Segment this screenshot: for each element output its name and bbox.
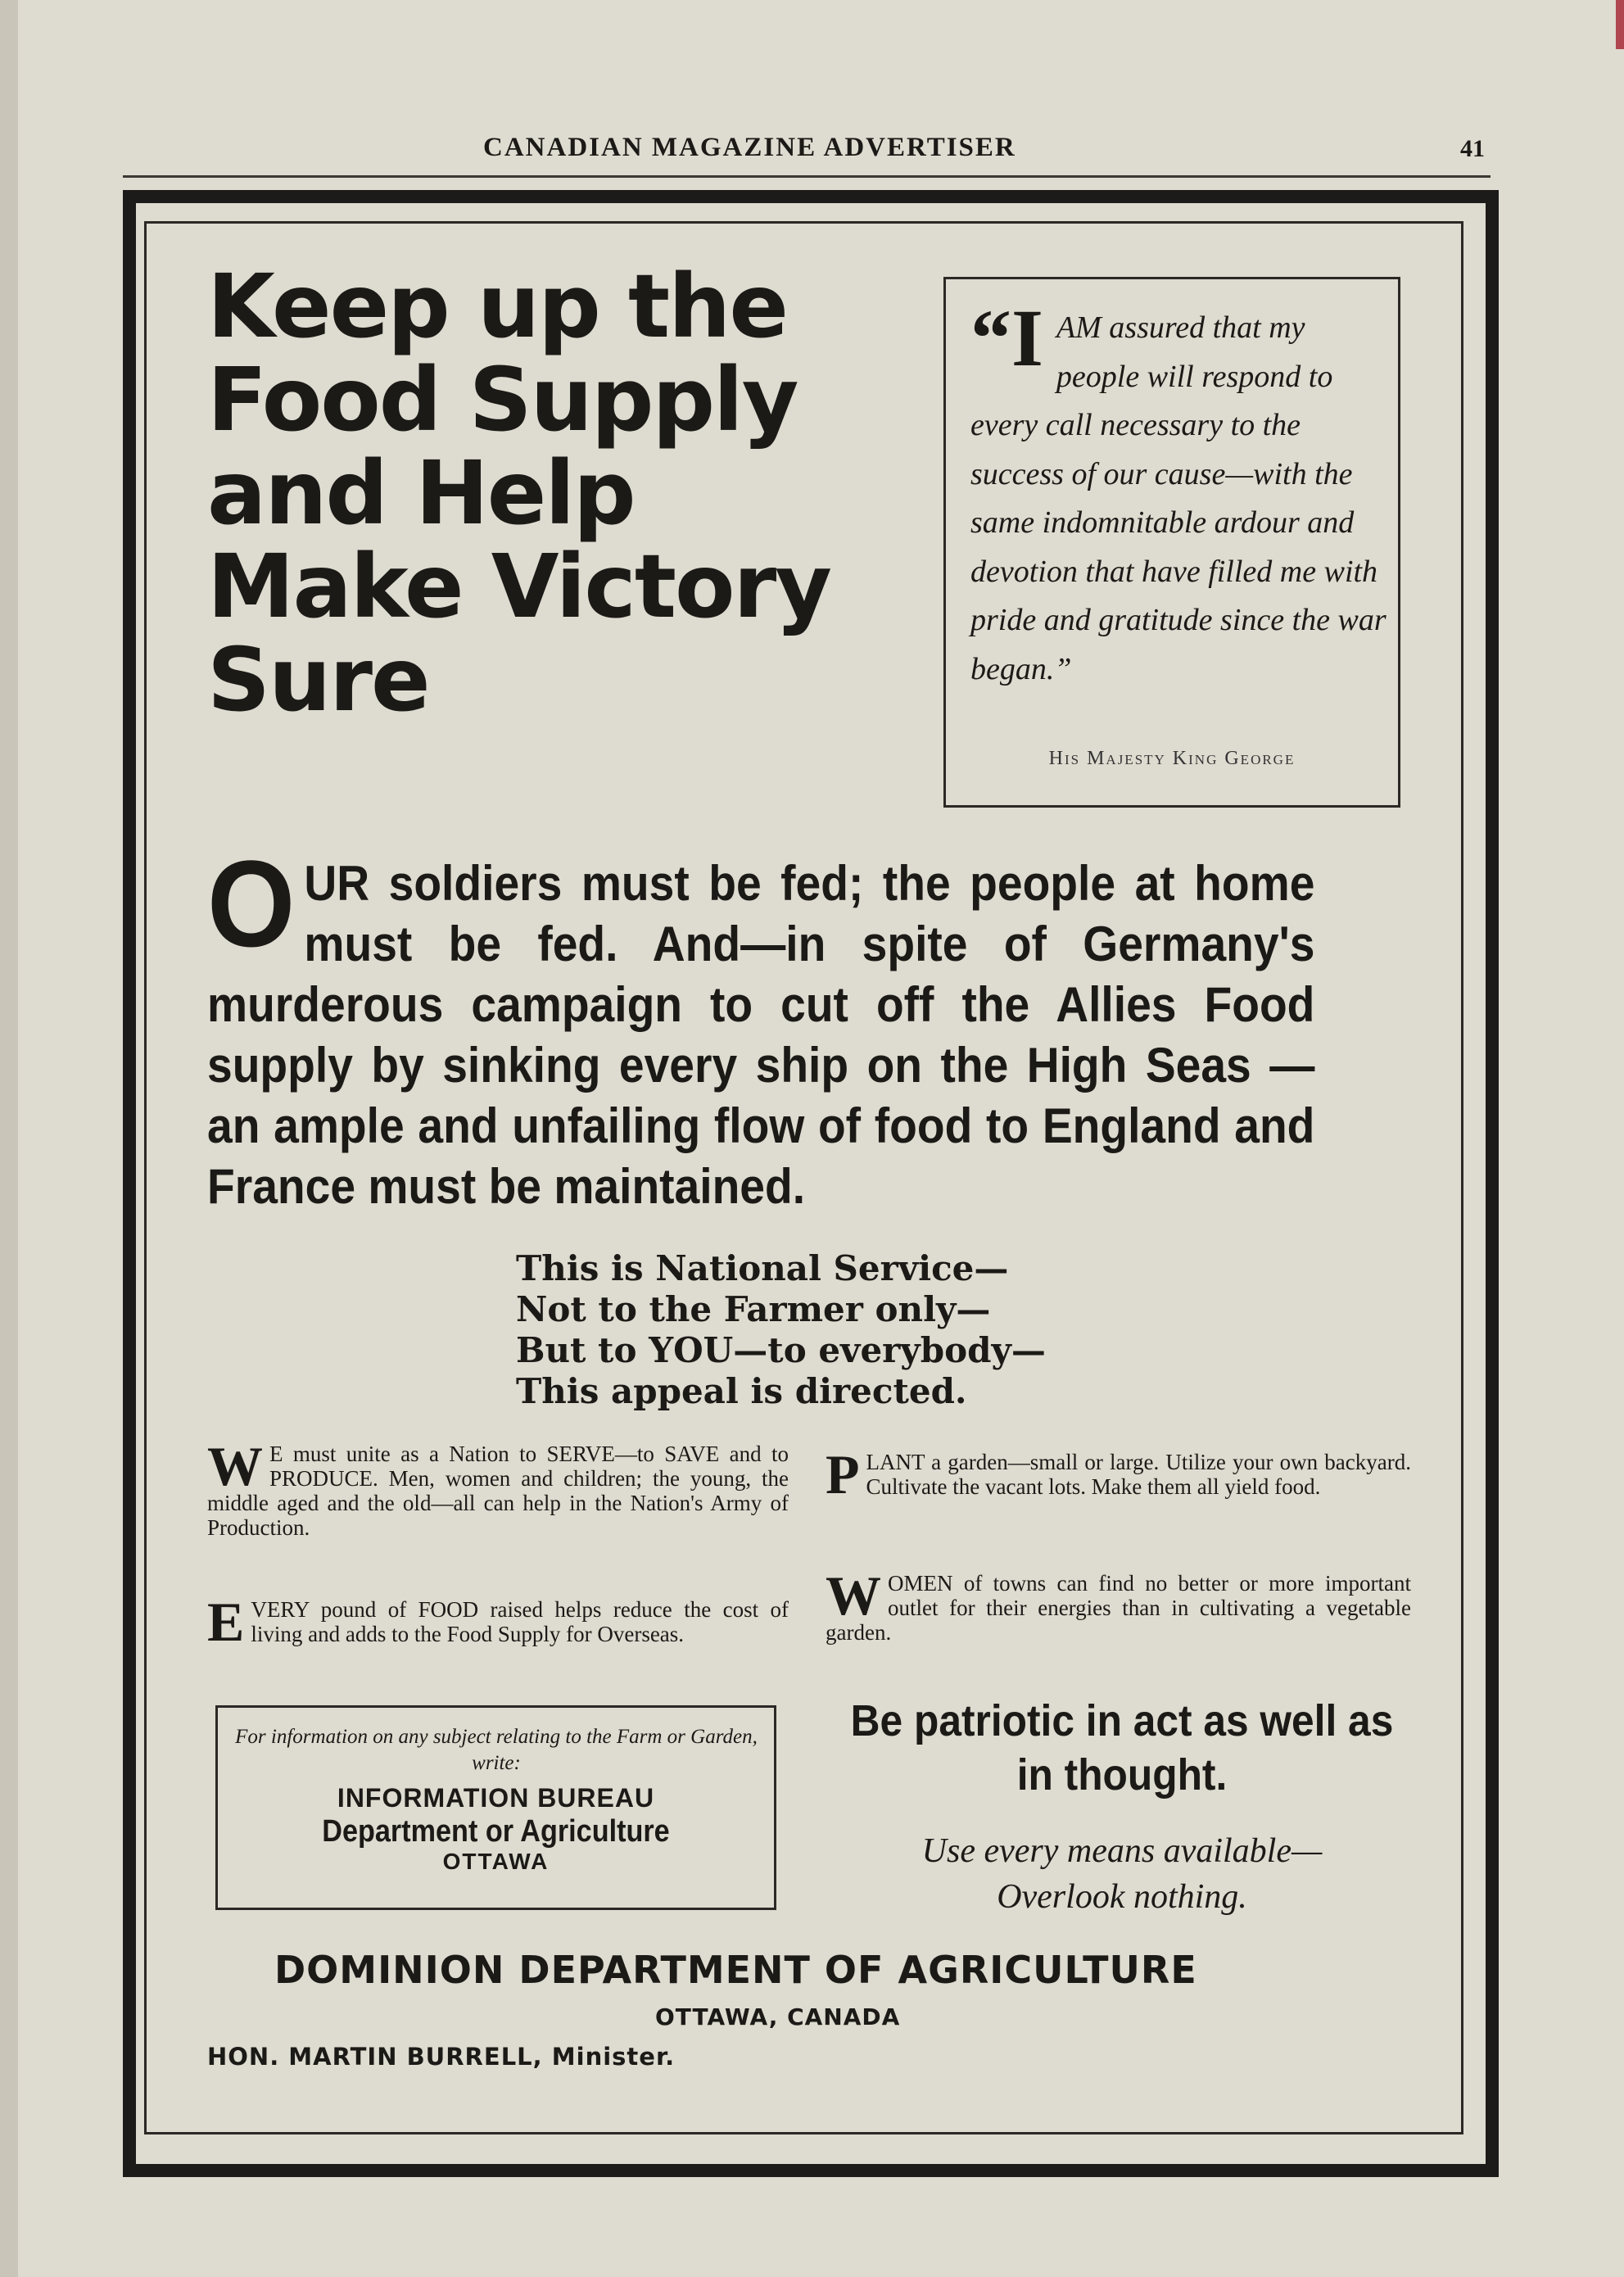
- service-line: This appeal is directed.: [516, 1371, 967, 1411]
- quote-text: [970, 292, 1390, 694]
- paragraph-every-pound: [207, 1591, 789, 1653]
- king-quote-box: [943, 277, 1400, 808]
- quote-attribution: His Majesty King George: [1048, 748, 1296, 769]
- signature-city: OTTAWA, CANADA: [655, 2003, 901, 2030]
- lead-body: UR soldiers must be fed; the people at home must be fed. And—in spite of Germany's murderous campaign to cut off the Allies Food supply by sinking every ship on the High Seas —an ample and unfailing flow of food to England and France must be maintained.: [207, 856, 1315, 1214]
- info-city: OTTAWA: [442, 1849, 550, 1874]
- info-intro: For information on any subject relating to the Farm or Garden, write:: [235, 1726, 758, 1774]
- paragraph-unite: [207, 1435, 789, 1540]
- service-line: Not to the Farmer only—: [516, 1289, 991, 1329]
- service-line: But to YOU—to everybody—: [516, 1330, 1046, 1370]
- headline-line: Keep up the: [207, 256, 787, 358]
- drop-cap: E: [207, 1591, 245, 1653]
- page-edge-mark: [1616, 0, 1624, 49]
- ad-headline: [207, 256, 944, 731]
- magazine-title: CANADIAN MAGAZINE ADVERTISER: [483, 133, 1016, 162]
- paragraph-women: [826, 1564, 1411, 1645]
- page-number: 41: [1460, 135, 1485, 162]
- slogan-line: Use every means available—: [921, 1832, 1323, 1870]
- paragraph-body: E must unite as a Nation to SERVE—to SAVE and to PRODUCE. Men, women and children; the young, the middle aged and the old—all can help in the Nation's Army of Production.: [207, 1442, 789, 1540]
- running-header: [0, 133, 1624, 169]
- drop-cap: W: [826, 1564, 881, 1627]
- headline-line: Food Supply: [207, 350, 798, 451]
- lead-drop-cap: O: [207, 835, 296, 972]
- headline-line: Sure: [207, 630, 429, 731]
- paragraph-body: OMEN of towns can find no better or more important outlet for their energies than in cultivating a vegetable garden.: [826, 1571, 1411, 1645]
- quote-body: AM assured that my people will respond to every call necessary to the success of our cause—with the same indomnitable ardour and devotion that have filled me with pride and gratitude since the war began.”: [970, 310, 1387, 686]
- paragraph-plant-garden: [826, 1443, 1411, 1505]
- quote-drop-cap: “I: [970, 292, 1043, 383]
- paragraph-body: LANT a garden—small or large. Utilize your own backyard. Cultivate the vacant lots. Make them all yield food.: [866, 1450, 1411, 1499]
- paragraph-body: VERY pound of FOOD raised helps reduce the cost of living and adds to the Food Supply for Overseas.: [251, 1597, 789, 1646]
- information-bureau-box: [215, 1705, 776, 1910]
- slogan-line: Overlook nothing.: [997, 1878, 1247, 1916]
- national-service-appeal: [516, 1248, 1171, 1412]
- page-gutter-shade: [0, 0, 18, 2277]
- lead-paragraph: [207, 835, 1315, 1217]
- use-every-means: [819, 1828, 1425, 1920]
- signature-department: DOMINION DEPARTMENT OF AGRICULTURE: [274, 1948, 1197, 1992]
- signature-minister: HON. MARTIN BURRELL, Minister.: [207, 2043, 676, 2071]
- drop-cap: P: [826, 1443, 860, 1505]
- headline-line: Make Victory: [207, 536, 830, 638]
- drop-cap: W: [207, 1435, 263, 1497]
- header-rule: [123, 175, 1491, 178]
- info-department: Department or Agriculture: [322, 1814, 670, 1849]
- service-line: This is National Service—: [516, 1248, 1009, 1288]
- headline-line: and Help: [207, 443, 635, 545]
- patriotic-slogan: Be patriotic in act as well as in thought.: [850, 1696, 1394, 1799]
- info-bureau-name: INFORMATION BUREAU: [337, 1783, 655, 1813]
